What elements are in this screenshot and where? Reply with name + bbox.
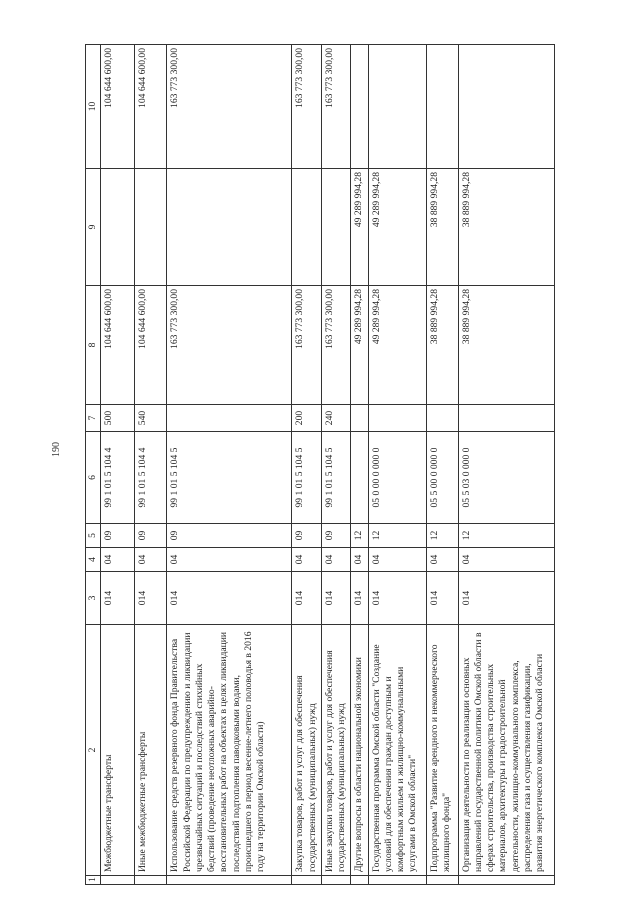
cell-amount	[368, 45, 426, 169]
cell-type: 500	[101, 405, 135, 432]
row-name: Использование средств резервного фонда Правительства Российской Федерации по предупреждению и ликвидации чрезвычайных ситуаций и последствий стихийных бедствий (проведение неотложных аварийно-восстановительных работ на объектах в целях ликвидации последствий подтопления паводковыми водами, происшедшего в период весенне-летнего половодья в 2016 году на территории Омской области)	[167, 625, 292, 876]
cell-subsection: 12	[458, 524, 554, 548]
cell-amount: 49 289 994,28	[351, 169, 368, 286]
cell-subsection: 12	[351, 524, 368, 548]
cell-section: 04	[321, 548, 351, 572]
cell-target	[351, 432, 368, 524]
cell-section: 04	[351, 548, 368, 572]
cell-section: 04	[101, 548, 135, 572]
row-marker	[458, 876, 554, 885]
table-row	[458, 45, 554, 885]
row-name: Государственная программа Омской области "Создание условий для обеспечения граждан доступным и комфортным жильем и жилищно-коммунальными услугами в Омской области"	[368, 625, 426, 876]
cell-amount: 104 644 600,00	[135, 286, 167, 405]
cell-target: 05 5 00 0 000 0	[426, 432, 458, 524]
cell-amount: 163 773 300,00	[167, 45, 292, 169]
cell-type	[351, 405, 368, 432]
cell-code: 014	[135, 572, 167, 625]
cell-type: 200	[292, 405, 322, 432]
row-marker	[351, 876, 368, 885]
column-header: 5	[86, 524, 101, 548]
row-name: Закупка товаров, работ и услуг для обеспечения государственных (муниципальных) нужд	[292, 625, 322, 876]
cell-amount: 38 889 994,28	[458, 286, 554, 405]
cell-target: 05 0 00 0 000 0	[368, 432, 426, 524]
column-header: 7	[86, 405, 101, 432]
row-marker	[135, 876, 167, 885]
cell-amount: 163 773 300,00	[292, 286, 322, 405]
cell-section: 04	[167, 548, 292, 572]
column-header: 4	[86, 548, 101, 572]
cell-type	[167, 405, 292, 432]
cell-target: 05 5 03 0 000 0	[458, 432, 554, 524]
row-marker	[426, 876, 458, 885]
row-marker	[292, 876, 322, 885]
cell-amount: 104 644 600,00	[101, 45, 135, 169]
cell-amount: 38 889 994,28	[426, 169, 458, 286]
table-row	[426, 45, 458, 885]
cell-type: 540	[135, 405, 167, 432]
cell-code: 014	[292, 572, 322, 625]
cell-subsection: 12	[368, 524, 426, 548]
row-name: Другие вопросы в области национальной экономики	[351, 625, 368, 876]
row-marker	[321, 876, 351, 885]
cell-amount: 104 644 600,00	[135, 45, 167, 169]
cell-amount: 163 773 300,00	[292, 45, 322, 169]
table-row	[292, 45, 322, 885]
cell-subsection: 09	[101, 524, 135, 548]
cell-amount: 38 889 994,28	[426, 286, 458, 405]
row-marker	[368, 876, 426, 885]
cell-code: 014	[458, 572, 554, 625]
cell-subsection: 12	[426, 524, 458, 548]
cell-amount	[167, 169, 292, 286]
row-marker	[167, 876, 292, 885]
column-header: 1	[86, 876, 101, 885]
cell-amount: 163 773 300,00	[167, 286, 292, 405]
column-header: 8	[86, 286, 101, 405]
cell-code: 014	[426, 572, 458, 625]
cell-amount: 49 289 994,28	[368, 169, 426, 286]
cell-amount	[426, 45, 458, 169]
row-marker	[101, 876, 135, 885]
cell-amount	[321, 169, 351, 286]
table-row	[351, 45, 368, 885]
cell-target: 99 1 01 5 104 5	[292, 432, 322, 524]
row-name: Иные закупки товаров, работ и услуг для обеспечения государственных (муниципальных) нужд	[321, 625, 351, 876]
table-row	[368, 45, 426, 885]
cell-amount	[458, 45, 554, 169]
column-header: 10	[86, 45, 101, 169]
row-name: Организация деятельности по реализации основных направлений государственной политики Омской области в сферах строительства, производства строительных материалов, архитектуры и градостроительной деятельности, жилищно-коммунального комплекса, распределения газа и осуществления газификации, развития энергетического комплекса Омской области	[458, 625, 554, 876]
cell-target: 99 1 01 5 104 5	[321, 432, 351, 524]
cell-amount: 49 289 994,28	[351, 286, 368, 405]
cell-amount	[101, 169, 135, 286]
cell-code: 014	[321, 572, 351, 625]
cell-type	[458, 405, 554, 432]
table-row	[167, 45, 292, 885]
cell-amount: 163 773 300,00	[321, 45, 351, 169]
page-number: 190	[51, 442, 62, 457]
column-header: 6	[86, 432, 101, 524]
cell-target: 99 1 01 5 104 4	[101, 432, 135, 524]
column-header: 3	[86, 572, 101, 625]
cell-target: 99 1 01 5 104 5	[167, 432, 292, 524]
cell-amount: 163 773 300,00	[321, 286, 351, 405]
table-row	[101, 45, 135, 885]
cell-code: 014	[351, 572, 368, 625]
cell-amount	[135, 169, 167, 286]
cell-subsection: 09	[292, 524, 322, 548]
cell-type: 240	[321, 405, 351, 432]
cell-type	[426, 405, 458, 432]
cell-amount	[292, 169, 322, 286]
cell-target: 99 1 01 5 104 4	[135, 432, 167, 524]
budget-table	[85, 44, 555, 885]
cell-amount	[351, 45, 368, 169]
cell-code: 014	[368, 572, 426, 625]
cell-section: 04	[368, 548, 426, 572]
cell-type	[368, 405, 426, 432]
cell-subsection: 09	[321, 524, 351, 548]
column-header: 9	[86, 169, 101, 286]
cell-section: 04	[135, 548, 167, 572]
rotated-table-wrapper	[85, 45, 555, 885]
cell-section: 04	[426, 548, 458, 572]
table-row	[321, 45, 351, 885]
cell-section: 04	[458, 548, 554, 572]
column-number-row	[86, 45, 101, 885]
cell-subsection: 09	[135, 524, 167, 548]
row-name: Межбюджетные трансферты	[101, 625, 135, 876]
column-header: 2	[86, 625, 101, 876]
table-row	[135, 45, 167, 885]
row-name: Подпрограмма "Развитие арендного и некоммерческого жилищного фонда"	[426, 625, 458, 876]
row-name: Иные межбюджетные трансферты	[135, 625, 167, 876]
cell-amount: 49 289 994,28	[368, 286, 426, 405]
cell-amount: 104 644 600,00	[101, 286, 135, 405]
cell-section: 04	[292, 548, 322, 572]
cell-subsection: 09	[167, 524, 292, 548]
cell-code: 014	[167, 572, 292, 625]
cell-code: 014	[101, 572, 135, 625]
cell-amount: 38 889 994,28	[458, 169, 554, 286]
